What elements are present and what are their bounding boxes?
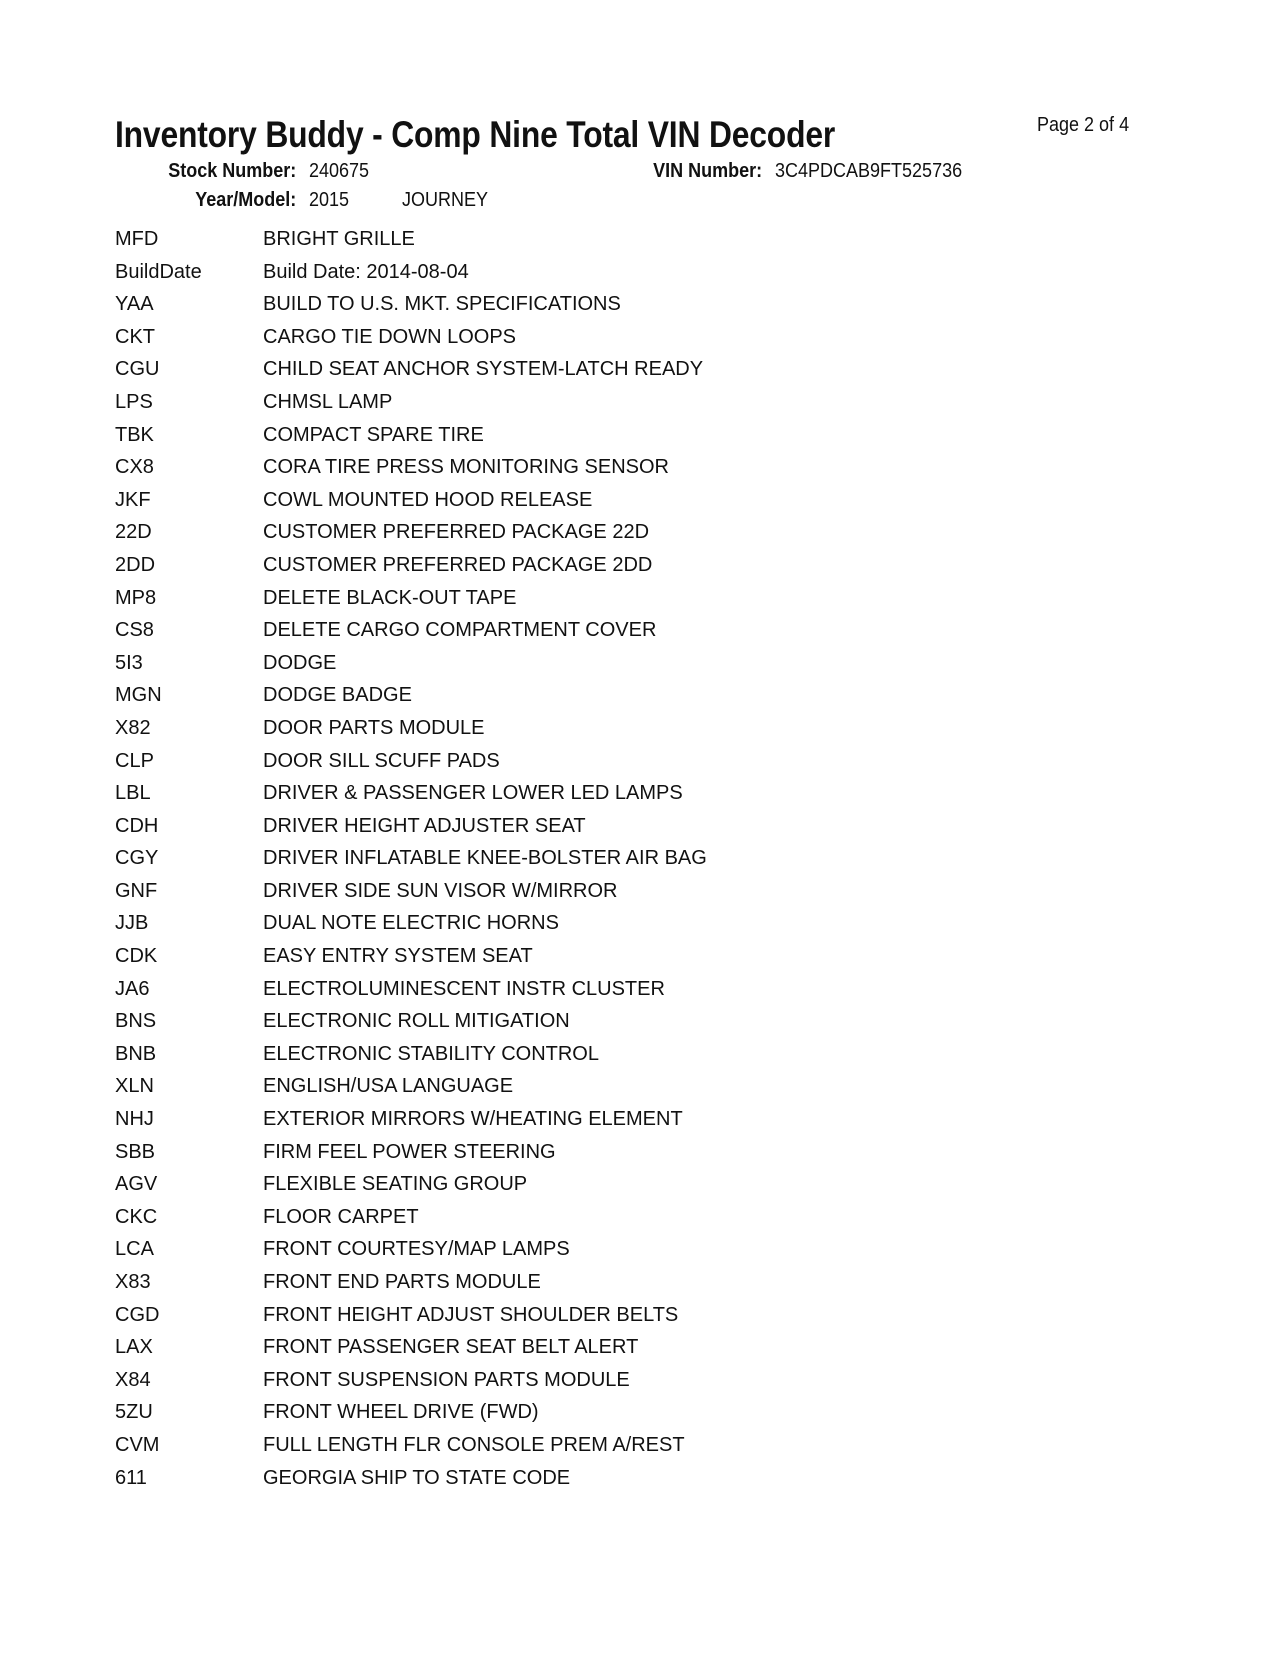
option-code: TBK [115,423,154,446]
option-code: CDH [115,814,159,837]
option-code: BNB [115,1042,157,1065]
stock-number-label: Stock Number: [167,160,296,182]
option-code: CKT [115,325,155,348]
option-description: CHILD SEAT ANCHOR SYSTEM-LATCH READY [263,358,704,381]
option-description: DOOR PARTS MODULE [263,716,485,739]
vin-label: VIN Number: [652,160,762,182]
option-code: LPS [115,390,153,413]
option-code: CS8 [115,619,154,642]
option-description: FIRM FEEL POWER STEERING [263,1140,556,1163]
option-code: CLP [115,749,154,772]
option-description: DELETE BLACK-OUT TAPE [263,586,517,609]
option-description: EASY ENTRY SYSTEM SEAT [263,945,533,968]
option-description: DRIVER SIDE SUN VISOR W/MIRROR [263,879,618,902]
year-model-label: Year/Model: [194,189,296,211]
option-code: X83 [115,1271,151,1293]
option-code: CX8 [115,456,154,479]
vin-value-wrap [775,160,983,183]
option-description: DRIVER INFLATABLE KNEE-BOLSTER AIR BAG [263,847,707,870]
option-code: JKF [115,488,151,511]
option-description: DRIVER HEIGHT ADJUSTER SEAT [263,814,586,837]
option-description: CHMSL LAMP [263,390,393,413]
option-description: Build Date: 2014-08-04 [263,260,469,283]
option-description: FRONT WHEEL DRIVE (FWD) [263,1401,539,1424]
model-wrap [402,189,498,212]
option-code: MP8 [115,586,157,609]
option-code: CVM [115,1433,160,1456]
year-model-label-wrap [184,189,296,212]
option-code: MFD [115,228,159,250]
option-description: CUSTOMER PREFERRED PACKAGE 22D [263,521,650,544]
option-description: FRONT PASSENGER SEAT BELT ALERT [263,1336,639,1359]
option-code: JA6 [115,977,150,1000]
option-code: MGN [115,684,162,707]
option-code: 22D [115,521,152,544]
option-description: COWL MOUNTED HOOD RELEASE [263,488,593,511]
option-description: FRONT SUSPENSION PARTS MODULE [263,1368,630,1391]
option-description: ELECTRONIC ROLL MITIGATION [263,1010,570,1033]
option-description: CARGO TIE DOWN LOOPS [263,325,516,348]
vin-value: 3C4PDCAB9FT525736 [775,160,963,182]
option-code: LCA [115,1238,154,1261]
option-code: XLN [115,1075,154,1098]
option-code: LBL [115,782,151,805]
option-description: DOOR SILL SCUFF PADS [263,749,500,772]
model-value: JOURNEY [402,189,489,211]
option-description: FULL LENGTH FLR CONSOLE PREM A/REST [263,1433,685,1456]
option-description: COMPACT SPARE TIRE [263,423,484,446]
year-wrap [309,189,354,212]
stock-number-value: 240675 [309,160,370,182]
option-code: CGU [115,358,160,381]
option-description: DODGE BADGE [263,684,412,707]
option-description: BUILD TO U.S. MKT. SPECIFICATIONS [263,293,621,316]
option-description: FRONT HEIGHT ADJUST SHOULDER BELTS [263,1303,679,1326]
option-description: FLEXIBLE SEATING GROUP [263,1173,528,1196]
option-code: CKC [115,1205,158,1228]
option-description: FRONT COURTESY/MAP LAMPS [263,1238,570,1261]
option-code: NHJ [115,1108,154,1131]
option-code: 5ZU [115,1401,153,1424]
vin-label-wrap [641,160,762,183]
option-code: AGV [115,1173,158,1196]
option-code: LAX [115,1336,153,1359]
option-description: BRIGHT GRILLE [263,228,415,250]
option-description: DELETE CARGO COMPARTMENT COVER [263,619,657,642]
option-code: CDK [115,945,158,968]
option-code: CGY [115,847,159,870]
page-number: Page 2 of 4 [1037,114,1130,136]
option-description: CUSTOMER PREFERRED PACKAGE 2DD [263,553,653,576]
option-code: 5I3 [115,651,143,674]
option-description: GEORGIA SHIP TO STATE CODE [263,1466,571,1489]
option-code: JJB [115,912,149,935]
option-code: 611 [115,1466,147,1489]
option-description: EXTERIOR MIRRORS W/HEATING ELEMENT [263,1108,683,1131]
option-description: ENGLISH/USA LANGUAGE [263,1075,514,1098]
option-description: FRONT END PARTS MODULE [263,1271,541,1293]
option-code: BNS [115,1010,157,1033]
option-description: DUAL NOTE ELECTRIC HORNS [263,912,559,935]
option-description: DODGE [263,651,337,674]
year-value: 2015 [309,189,350,211]
option-code: BuildDate [115,260,202,283]
option-description: CORA TIRE PRESS MONITORING SENSOR [263,456,669,479]
document-title: Inventory Buddy - Comp Nine Total VIN Decoder [115,114,836,155]
stock-number-value-wrap [309,160,376,183]
option-code: CGD [115,1303,160,1326]
stock-number-label-wrap [154,160,296,183]
option-code: GNF [115,879,158,902]
option-description: ELECTRONIC STABILITY CONTROL [263,1042,599,1065]
option-description: DRIVER & PASSENGER LOWER LED LAMPS [263,782,683,805]
option-code: SBB [115,1140,156,1163]
option-code: YAA [115,293,154,316]
option-description: ELECTROLUMINESCENT INSTR CLUSTER [263,977,665,1000]
option-code: 2DD [115,553,156,576]
option-description: FLOOR CARPET [263,1205,419,1228]
option-code: X84 [115,1368,151,1391]
option-code: X82 [115,716,151,739]
